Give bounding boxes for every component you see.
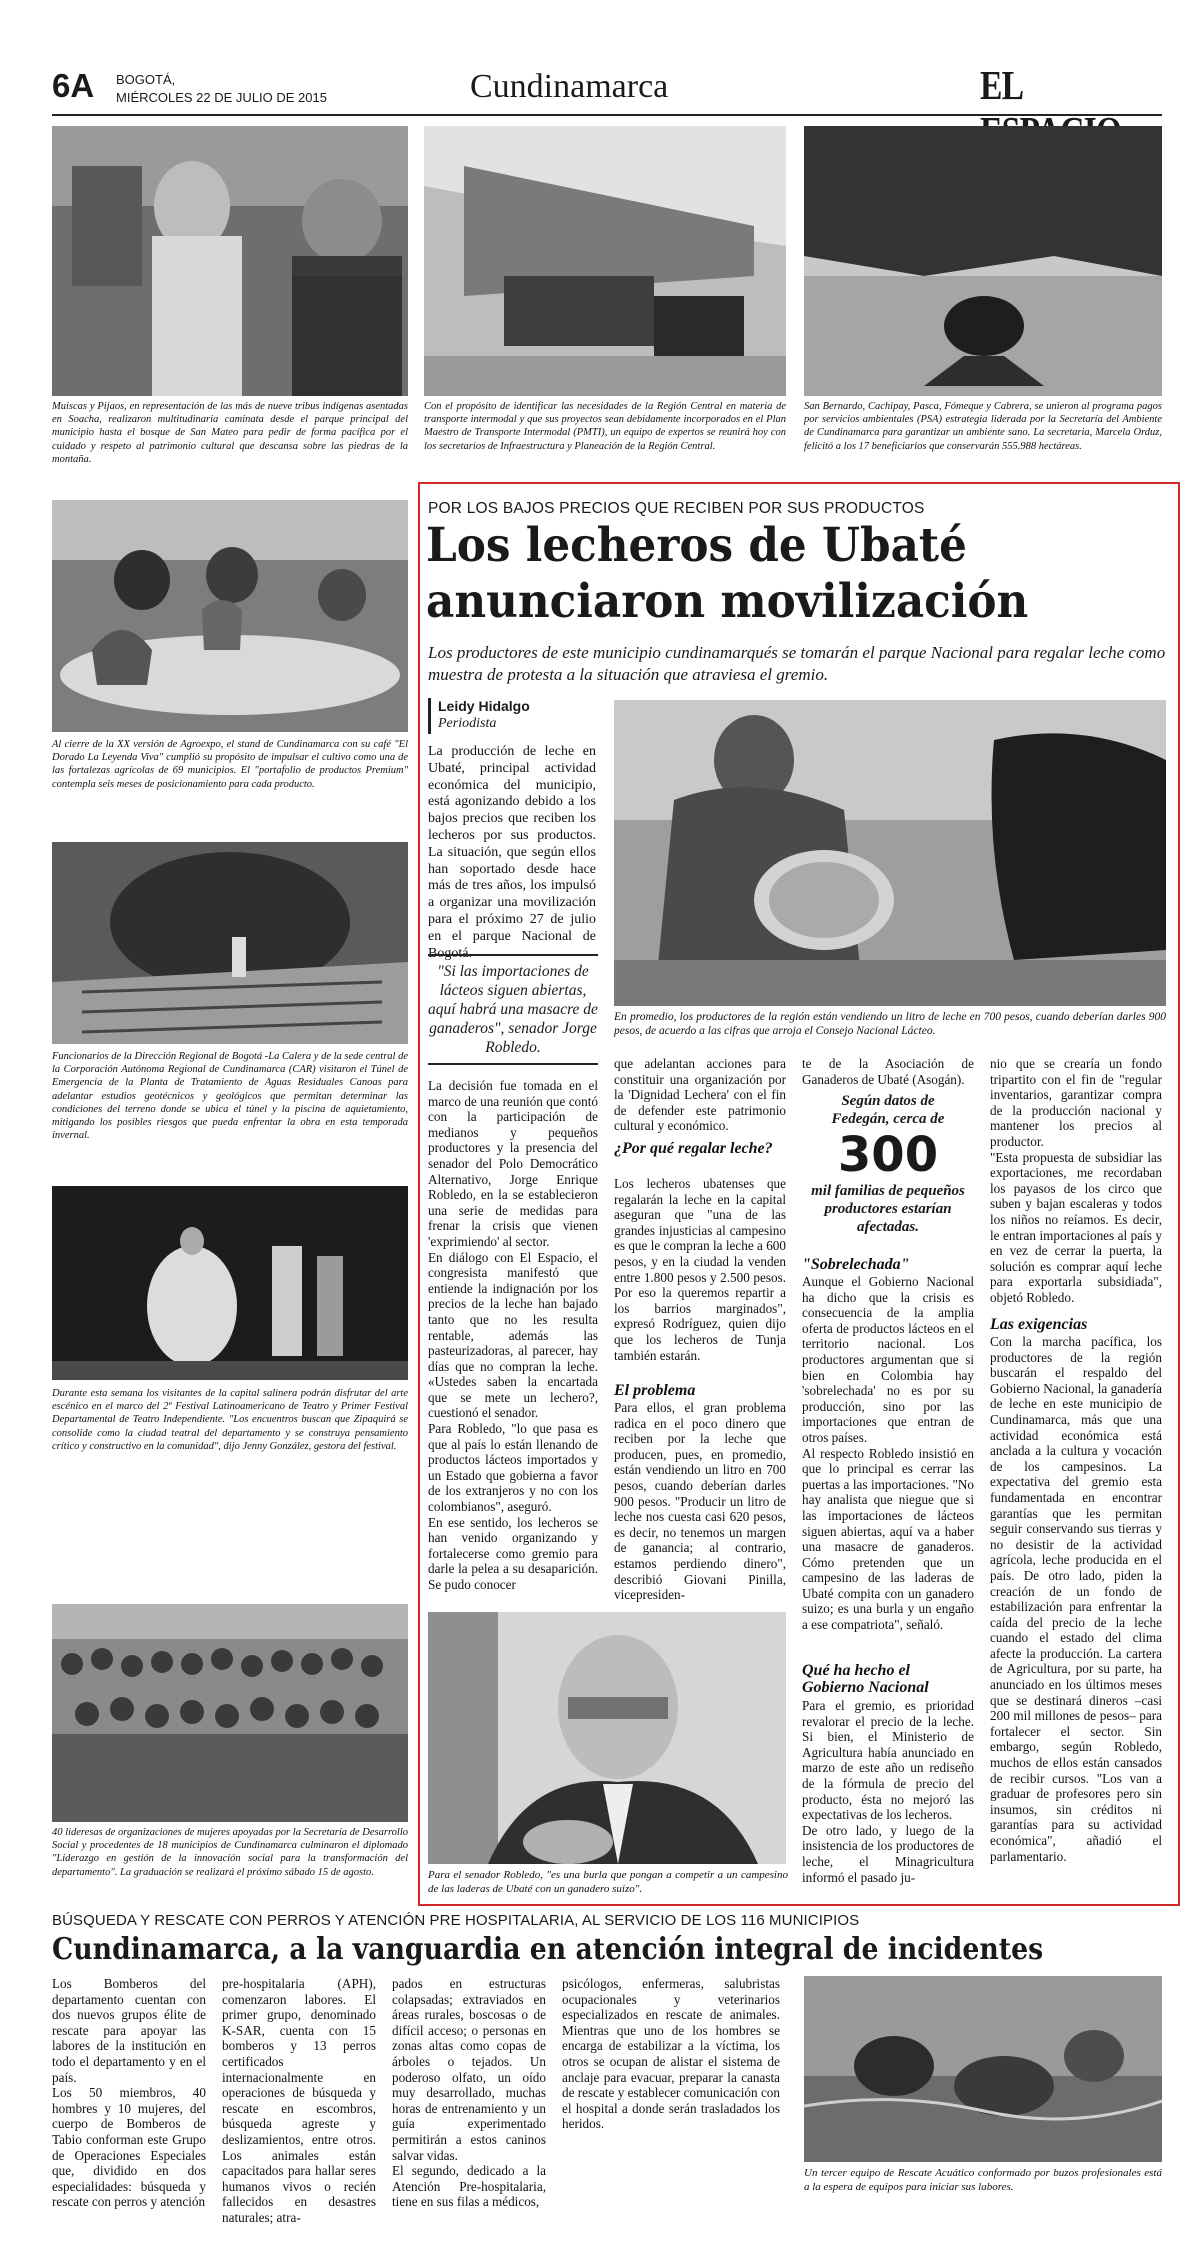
- caption-transport: Con el propósito de identificar las necesidades de la Región Central en materia de transporte intermodal y que sus proyectos sean debidamente incorporados en el Plan Maestro de Transporte Intermodal (PMTI), un equipo de expertos se reunirá hoy con los secretarios de Infraestructura y Planeación de la Región Central.: [424, 401, 786, 452]
- main-intro: La producción de leche en Ubaté, principal actividad económica del municipio, está agonizando debido a los bajos precios que reciben los lecheros por sus productos. La situación, que según ellos han soportado desde hace más de tres años, los impulsó a organizar una movilización para el próximo 27 de julio en el parque Nacional de Bogotá.: [428, 744, 596, 961]
- stat-top-text: Según datos de Fedegán, cerca de: [831, 1093, 945, 1127]
- main-sub-oversupply: "Sobrelechada": [802, 1256, 910, 1273]
- stat-box: [802, 1092, 974, 1238]
- main-col3c: Para el gremio, es prioridad revalorar el precio de la leche. Si bien, el Ministerio de Agricultura había anunciado en marzo de este año un rediseño de la fórmula de precio del producto, ésta no mejoró las expectativas de los lecheros. De otro lado, y luego de la insistencia de los productores de leche, el Minagricultura informó el pasado ju-: [802, 1698, 974, 1885]
- bottom-kicker: BÚSQUEDA Y RESCATE CON PERROS Y ATENCIÓN PRE HOSPITALARIA, AL SERVICIO DE LOS 116 MUNICIPIOS: [52, 1912, 860, 1929]
- bottom-col1: Los Bomberos del departamento cuentan con dos nuevos grupos élite de rescate para apoyar las labores de la institución en todo el departamento y en el país. Los 50 miembros, 40 hombres y 10 mujeres, del cuerpo de Bomberos de Tabio conforman este Grupo de Operaciones Especiales que, dividido en dos especialidades: búsqueda y rescate con perros y atención: [52, 1976, 206, 2210]
- main-col2a: que adelantan acciones para constituir una organización por la 'Dignidad Lechera' con el fin de defender este patrimonio cultural y económico.: [614, 1056, 786, 1134]
- main-col2c: Para ellos, el gran problema radica en el poco dinero que reciben por la leche que producen, pues, en promedio, están vendiendo un litro en 700 pesos, cuando deberían darles 900 pesos. "Producir un litro de leche nos cuesta casi 620 pesos, es decir, no tenemos un margen de ganancia; al contrario, estamos perdiendo dinero", describió Giovani Pinilla, vicepresiden-: [614, 1400, 786, 1603]
- dateline-city: BOGOTÁ,: [116, 72, 176, 87]
- main-col3b: Aunque el Gobierno Nacional ha dicho que la crisis es consecuencia de la amplia oferta de productos lácteos en el territorio nacional. Los productores argumentan que si bien en Colombia hay 'sobrelechada' no es por su producción, sino por las importaciones que entran de otros países. Al respecto Robledo insistió en que lo principal es cerrar las puertas a las importaciones. "No hay analista que niegue que si las importaciones de lácteos siguen abiertas, aquí va a haber una masacre de ganaderos. Cómo pretenden que un campesino de las laderas de Ubaté compita con un ganadero suizo; es una burla y un engaño a ese compatriota", señaló.: [802, 1274, 974, 1633]
- byline-rule: [428, 698, 431, 734]
- pull-quote: "Si las importaciones de lácteos siguen abiertas, aquí habrá una masacre de ganaderos", senador Jorge Robledo.: [428, 954, 598, 1065]
- main-sub-demands: Las exigencias: [990, 1316, 1088, 1333]
- stat-number: 300: [837, 1127, 939, 1183]
- photo-women-leaders: [52, 1604, 408, 1822]
- caption-environment: San Bernardo, Cachipay, Pasca, Fómeque y Cabrera, se unieron al programa pagos por servicios ambientales (PSA) estrategia liderada por la Secretaría del Ambiente de Cundinamarca para garantizar un ambiente sano. La secretaria, Marcela Orduz, felicitó a los 17 beneficiarios que conservarán 555.988 hectáreas.: [804, 401, 1162, 452]
- page-number: 6A: [52, 67, 95, 104]
- photo-water-rescue: [804, 1976, 1162, 2162]
- masthead: EL: [980, 62, 1022, 108]
- main-sub-problem: El problema: [614, 1382, 696, 1399]
- bottom-col4: psicólogos, enfermeras, salubristas ocupacionales y veterinarios especializados en rescate de animales. Mientras que uno de los hombres se encarga de estabilizar a la víctima, los otros se ocupan de alistar el sistema de anclaje para evacuar, preparar la canasta de rescate y establecer comunicación con el hospital a donde serán trasladados los heridos.: [562, 1976, 780, 2132]
- bottom-col2: pre-hospitalaria (APH), comenzaron labores. El primer grupo, denominado K-SAR, cuenta con 15 bomberos y 13 perros certificados internacionalmente en operaciones de búsqueda y rescate en escombros, búsqueda agreste y deslizamientos, entre otros. Los animales están capacitados para hallar seres humanos vivos o recién fallecidos en desastres naturales; atra-: [222, 1976, 376, 2225]
- main-col4b: Con la marcha pacífica, los productores de la región buscarán el respaldo del Gobierno Nacional, la ganadería de leche en este municipio de Cundinamarca, más que una actividad económica está anclada a la cultura y vocación de los campesinos. La expectativa del gremio esta fundamentada en encontrar garantías que les permitan seguir conservando sus tierras y no desistir de la actividad agrícola, leche producida en el país. De otro lado, piden la creación de un fondo de estabilización para enfrentar la caída del precio de la leche cuando el estado del clima afecte la producción. La cartera de Agricultura, por su parte, ha anunciado en los últimos meses que se destinará dineros –casi 200 mil millones de pesos– para fortalecer el sector. Sin embargo, según Robledo, muchos de ellos están cansados de recibir cursos. "Los van a graduar de profesores pero sin insumos, sin créditos ni garantías para su actividad económica", añadió el parlamentario.: [990, 1334, 1162, 1864]
- main-headline-line1: Los lecheros de Ubaté: [426, 518, 967, 573]
- caption-robledo: Para el senador Robledo, "es una burla que pongan a competir a un campesino de las laderas de Ubaté con un ganadero suizo".: [428, 1869, 788, 1895]
- caption-farmer: En promedio, los productores de la región están vendiendo un litro de leche en 700 pesos, cuando deberían darles 900 pesos, de acuerdo a las cifras que arroja el Consejo Nacional Lácteo.: [614, 1011, 1166, 1037]
- main-col4a: nio que se crearía un fondo tripartito con el fin de "regular inventarios, garantizar compra de la producción nacional y mantener los precios al productor. "Esta propuesta de subsidiar las exportaciones, me recordaban los payasos de los circo que suben y bajan escaleras y todos los niños no reíamos. Es decir, le entran importaciones al país y en vez de cerrar la puerta, la solución es comprar aquí leche para exportarla subsidiada", objetó Robledo.: [990, 1056, 1162, 1305]
- caption-agroexpo: Al cierre de la XX versión de Agroexpo, el stand de Cundinamarca con su café "El Dorado La Leyenda Viva" cumplió su propósito de impulsar el cultivo como una de las fortalezas agrícolas de 69 municipios. El "portafolio de productos Premium" contempla seis meses de posicionamiento para cada producto.: [52, 739, 408, 790]
- caption-women-leaders: 40 lideresas de organizaciones de mujeres apoyadas por la Secretaría de Desarrollo Social y procedentes de 18 municipios de Cundinamarca culminaron el diplomado "Liderazgo en gestión de la innovación social para la transformación del departamento". La graduación se realizará el próximo sábado 15 de agosto.: [52, 1827, 408, 1878]
- photo-cargo-plane: [424, 126, 786, 396]
- stat-bottom-text: mil familias de pequeños productores estarían afectadas.: [811, 1183, 965, 1235]
- photo-farmer-cow: [614, 700, 1166, 1006]
- caption-indigenous: Muiscas y Pijaos, en representación de las más de nueve tribus indígenas asentadas en Soacha, realizaron multitudinaria caminata desde el parque principal del municipio hasta el bosque de San Mateo para pedir de forma pacífica por el cuidado y respeto al patrimonio cultural que descansa sobre las piedras de la montaña.: [52, 401, 408, 465]
- bottom-headline: Cundinamarca, a la vanguardia en atención integral de incidentes: [52, 1932, 1044, 1967]
- photo-indigenous-walk: [52, 126, 408, 396]
- main-sub-why: ¿Por qué regalar leche?: [614, 1140, 773, 1157]
- main-headline-line2: anunciaron movilización: [426, 574, 1029, 629]
- author-role: Periodista: [438, 716, 497, 731]
- photo-robledo: [428, 1612, 786, 1864]
- main-sub-government: Qué ha hecho el Gobierno Nacional: [802, 1662, 929, 1696]
- photo-agroexpo: [52, 500, 408, 732]
- header-rule: [52, 114, 1162, 116]
- caption-tunnel: Funcionarios de la Dirección Regional de Bogotá -La Calera y de la sede central de la Corporación Autónoma Regional de Cundinamarca (CAR) visitaron el Túnel de Emergencia de la Planta de Tratamiento de Aguas Residuales Canoas para adelantar estudios geotécnicos y geológicos que permitan determinar las condiciones del terreno donde se ubica el túnel y la piscina de aquietamiento, mitigando los posibles riesgos que pueda enfrentar la obra en esta temporada invernal.: [52, 1051, 408, 1142]
- main-col3a: te de la Asociación de Ganaderos de Ubaté (Asogán).: [802, 1056, 974, 1087]
- section-title: Cundinamarca: [470, 68, 669, 105]
- caption-theater: Durante esta semana los visitantes de la capital salinera podrán disfrutar del arte escénico en el marco del 2º Festival Latinoamericano de Teatro y Primer Festival Departamental de Teatro Independiente. "Los encuentros buscan que Zipaquirá se consolide como la ciudad teatral del departamento y se construya pensamiento crítico y constructivo en la comunidad", dijo Jenny González, gestora del festival.: [52, 1388, 408, 1452]
- main-kicker: POR LOS BAJOS PRECIOS QUE RECIBEN POR SUS PRODUCTOS: [428, 500, 925, 517]
- bottom-col3: pados en estructuras colapsadas; extraviados en áreas rurales, boscosas o de difícil acceso; o personas en zonas altas como copas de árboles o tejados. Un poderoso olfato, un oído muy desarrollado, muchas horas de entrenamiento y un guía experimentado permitirán a estos caninos salvar vidas. El segundo, dedicado a la Atención Pre-hospitalaria, tiene en sus filas a médicos,: [392, 1976, 546, 2210]
- dateline-date: MIÉRCOLES 22 DE JULIO DE 2015: [116, 90, 327, 105]
- photo-theater: [52, 1186, 408, 1380]
- main-deck: Los productores de este municipio cundinamarqués se tomarán el parque Nacional para regalar leche como muestra de protesta a la situación que atraviesa el gremio.: [428, 643, 1166, 684]
- photo-tunnel: [52, 842, 408, 1044]
- main-col1: La decisión fue tomada en el marco de una reunión que contó con la participación de medianos y pequeños productores y la presencia del senador del Polo Democrático Alternativo, Jorge Enrique Robledo, en la se establecieron una serie de medidas para frenar la crisis que vienen 'exprimiendo' al sector. En diálogo con El Espacio, el congresista manifestó que entiende la indignación por los precios de la leche han bajado tanto que no les resulta rentable, además las pasteurizadoras, al parecer, hay días que no compran la leche. «Ustedes saben la encartada que se mete un lechero?, cuestionó el senador. Para Robledo, "lo que pasa es que al país lo están llenando de productos lácteos importados y un Estado que gobierna a favor de los extranjeros y no con los colombianos", aseguró. En ese sentido, los lecheros se han venido organizando y fortalecerse como gremio para darle la pelea a su desaparición. Se pudo conocer: [428, 1078, 598, 1592]
- main-col2b: Los lecheros ubatenses que regalarán la leche en la capital aseguran que "una de las grandes injusticias al campesino es que le compran la leche a 600 pesos, y en la ciudad la venden entre 1.800 pesos y 2.500 pesos. Por eso la queremos repartir a los barrios marginados", expresó Rodríguez, quien dijo que los lecheros de Tunja también estarán.: [614, 1176, 786, 1363]
- photo-river-canoe: [804, 126, 1162, 396]
- author-name: Leidy Hidalgo: [438, 698, 530, 714]
- caption-water-rescue: Un tercer equipo de Rescate Acuático conformado por buzos profesionales está a la espera de equipos para iniciar sus labores.: [804, 2167, 1162, 2193]
